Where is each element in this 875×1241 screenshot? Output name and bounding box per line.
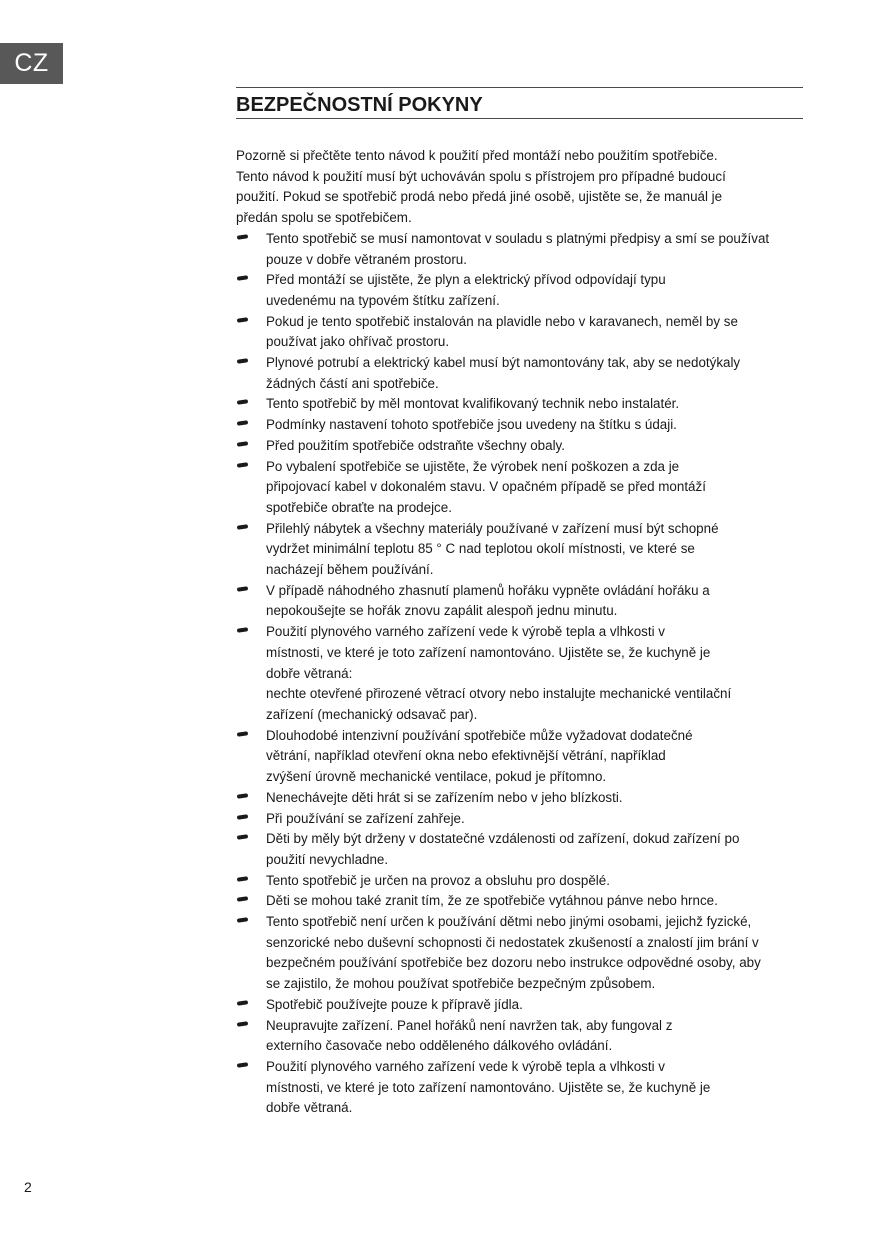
list-item-line: Děti se mohou také zranit tím, že ze spotřebiče vytáhnou pánve nebo hrnce. [266, 893, 718, 909]
bullet-icon [237, 275, 248, 280]
list-item [236, 519, 803, 581]
list-item-line: Tento spotřebič je určen na provoz a obsluhu pro dospělé. [266, 872, 610, 888]
list-item-line: Tento spotřebič se musí namontovat v souladu s platnými předpisy a smí se používat [266, 230, 770, 246]
list-item [236, 1057, 803, 1119]
intro-line: použití. Pokud se spotřebič prodá nebo předá jiné osobě, ujistěte se, že manuál je [236, 189, 723, 205]
page-number: 2 [24, 1179, 32, 1195]
list-item [236, 436, 803, 457]
list-item-line: Přilehlý nábytek a všechny materiály používané v zařízení musí být schopné [266, 520, 719, 536]
list-item-line: nacházejí během používání. [266, 562, 434, 578]
list-item [236, 1016, 803, 1057]
safety-list [236, 229, 803, 1119]
list-item-line: nepokoušejte se hořák znovu zapálit alespoň jednu minutu. [266, 603, 618, 619]
bullet-icon [237, 876, 248, 881]
bullet-icon [237, 358, 248, 363]
list-item-line: spotřebiče obraťte na prodejce. [266, 499, 452, 515]
list-item-line: Před montáží se ujistěte, že plyn a elektrický přívod odpovídají typu [266, 272, 666, 288]
list-item-line: Podmínky nastavení tohoto spotřebiče jsou uvedeny na štítku s údaji. [266, 417, 677, 433]
list-item-line: místnosti, ve které je toto zařízení namontováno. Ujistěte se, že kuchyně je [266, 644, 711, 660]
list-item-line: Nenechávejte děti hrát si se zařízením nebo v jeho blízkosti. [266, 789, 623, 805]
list-item [236, 394, 803, 415]
list-item [236, 788, 803, 809]
bullet-icon [237, 1000, 248, 1005]
list-item [236, 622, 803, 726]
bullet-icon [237, 420, 248, 425]
bullet-icon [237, 731, 248, 736]
list-item [236, 270, 803, 311]
bullet-icon [237, 462, 248, 467]
list-item-line: žádných částí ani spotřebiče. [266, 375, 439, 391]
list-item-line: použití nevychladne. [266, 851, 389, 867]
list-item-line: Spotřebič používejte pouze k přípravě jídla. [266, 996, 523, 1012]
list-item-line: Po vybalení spotřebiče se ujistěte, že výrobek není poškozen a zda je [266, 458, 680, 474]
intro-line: Pozorně si přečtěte tento návod k použití před montáží nebo použitím spotřebiče. [236, 148, 718, 163]
list-item [236, 312, 803, 353]
list-item-line: Pokud je tento spotřebič instalován na plavidle nebo v karavanech, neměl by se [266, 313, 738, 329]
list-item-line: Při používání se zařízení zahřeje. [266, 810, 465, 826]
list-item [236, 229, 803, 270]
list-item-line: Dlouhodobé intenzivní používání spotřebiče může vyžadovat dodatečné [266, 727, 693, 743]
list-item-line: připojovací kabel v dokonalém stavu. V opačném případě se před montáží [266, 479, 706, 495]
bullet-icon [237, 317, 248, 322]
list-item-line: Použití plynového varného zařízení vede k výrobě tepla a vlhkosti v [266, 624, 665, 640]
list-item-line: Před použitím spotřebiče odstraňte všechny obaly. [266, 437, 565, 453]
bullet-icon [237, 917, 248, 922]
list-item-line: bezpečném používání spotřebiče bez dozoru nebo instrukce odpovědné osoby, aby [266, 955, 761, 971]
list-item-line: zařízení (mechanický odsavač par). [266, 706, 478, 722]
list-item-line: větrání, například otevření okna nebo efektivnější větrání, například [266, 748, 666, 764]
list-item-line: dobře větraná: [266, 665, 353, 681]
bullet-icon [237, 834, 248, 839]
intro-line: Tento návod k použití musí být uchováván spolu s přístrojem pro případné budoucí [236, 168, 726, 184]
list-item [236, 871, 803, 892]
list-item [236, 353, 803, 394]
list-item-line: Neupravujte zařízení. Panel hořáků není navržen tak, aby fungoval z [266, 1017, 673, 1033]
list-item-line: uvedenému na typovém štítku zařízení. [266, 292, 500, 308]
list-item-line: se zajistilo, že mohou používat spotřebiče bezpečným způsobem. [266, 976, 656, 992]
list-item [236, 829, 803, 870]
list-item [236, 995, 803, 1016]
list-item-line: Použití plynového varného zařízení vede k výrobě tepla a vlhkosti v [266, 1058, 665, 1074]
list-item [236, 457, 803, 519]
list-item-line: vydržet minimální teplotu 85 ° C nad teplotou okolí místnosti, ve které se [266, 541, 695, 557]
list-item [236, 581, 803, 622]
list-item-line: pouze v dobře větraném prostoru. [266, 251, 467, 267]
list-item-line: Tento spotřebič by měl montovat kvalifikovaný technik nebo instalatér. [266, 396, 680, 412]
bullet-icon [237, 586, 248, 591]
bullet-icon [237, 814, 248, 819]
bullet-icon [237, 897, 248, 902]
list-item [236, 891, 803, 912]
bullet-icon [237, 234, 248, 239]
safety-section [236, 87, 803, 1119]
list-item [236, 415, 803, 436]
list-item-line: místnosti, ve které je toto zařízení namontováno. Ujistěte se, že kuchyně je [266, 1079, 711, 1095]
intro-line: předán spolu se spotřebičem. [236, 210, 412, 226]
list-item-line: externího časovače nebo odděleného dálkového ovládání. [266, 1038, 613, 1054]
bullet-icon [237, 793, 248, 798]
list-item-line: nechte otevřené přirozené větrací otvory nebo instalujte mechanické ventilační [266, 686, 732, 702]
list-item [236, 809, 803, 830]
list-item-line: používat jako ohřívač prostoru. [266, 334, 450, 350]
bullet-icon [237, 524, 248, 529]
list-item-line: V případě náhodného zhasnutí plamenů hořáku vypněte ovládání hořáku a [266, 582, 710, 598]
list-item [236, 912, 803, 995]
language-tab: CZ [0, 43, 63, 84]
bullet-icon [237, 1021, 248, 1026]
bullet-icon [237, 441, 248, 446]
list-item [236, 726, 803, 788]
list-item-line: Plynové potrubí a elektrický kabel musí být namontovány tak, aby se nedotýkaly [266, 355, 741, 371]
section-title: BEZPEČNOSTNÍ POKYNY [236, 88, 803, 119]
list-item-line: dobře větraná. [266, 1100, 353, 1116]
list-item-line: Tento spotřebič není určen k používání dětmi nebo jinými osobami, jejichž fyzické, [266, 914, 752, 930]
bullet-icon [237, 627, 248, 632]
list-item-line: zvýšení úrovně mechanické ventilace, pokud je přítomno. [266, 769, 607, 785]
intro-paragraph [236, 146, 803, 229]
bullet-icon [237, 1062, 248, 1067]
bullet-icon [237, 400, 248, 405]
list-item-line: senzorické nebo duševní schopnosti či nedostatek zkušeností a znalostí jim brání v [266, 934, 759, 950]
list-item-line: Děti by měly být drženy v dostatečné vzdálenosti od zařízení, dokud zařízení po [266, 831, 740, 847]
